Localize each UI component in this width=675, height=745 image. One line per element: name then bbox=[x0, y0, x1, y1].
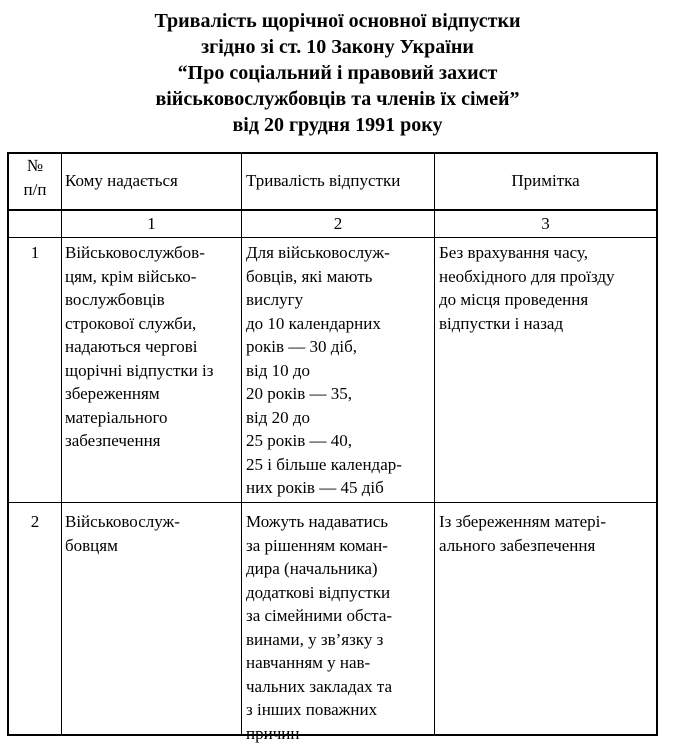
column-divider bbox=[434, 154, 435, 734]
text-line: Військовослужбов- bbox=[65, 241, 213, 265]
row-1-recipient bbox=[65, 241, 213, 453]
header-number bbox=[9, 154, 61, 201]
text-line: Без врахування часу, bbox=[439, 241, 615, 265]
text-line: необхідного для проїзду bbox=[439, 265, 615, 289]
column-number-1: 1 bbox=[62, 212, 241, 236]
text-line: матеріального bbox=[65, 406, 213, 430]
text-line: 20 років — 35, bbox=[246, 382, 402, 406]
text-line: Із збереженням матері- bbox=[439, 510, 606, 534]
text-line: надаються чергові bbox=[65, 335, 213, 359]
text-line: винами, у зв’язку з bbox=[246, 628, 392, 652]
text-line: вислугу bbox=[246, 288, 402, 312]
text-line: цям, крім військо- bbox=[65, 265, 213, 289]
text-line: них років — 45 діб bbox=[246, 476, 402, 500]
text-line: бовців, які мають bbox=[246, 265, 402, 289]
text-line: забезпечення bbox=[65, 429, 213, 453]
text-line: від 20 до bbox=[246, 406, 402, 430]
numbering-divider bbox=[9, 237, 656, 238]
text-line: Військовослуж- bbox=[65, 510, 180, 534]
text-line: ального забезпечення bbox=[439, 534, 606, 558]
text-line: за рішенням коман- bbox=[246, 534, 392, 558]
text-line: 25 років — 40, bbox=[246, 429, 402, 453]
leave-duration-table bbox=[7, 152, 658, 736]
text-line: відпустки і назад bbox=[439, 312, 615, 336]
row-divider bbox=[9, 502, 656, 503]
column-number-2: 2 bbox=[242, 212, 434, 236]
text-line: до місця проведення bbox=[439, 288, 615, 312]
header-duration: Тривалість відпустки bbox=[246, 169, 400, 193]
text-line: строкової служби, bbox=[65, 312, 213, 336]
text-line: навчанням у нав- bbox=[246, 651, 392, 675]
text-line: до 10 календарних bbox=[246, 312, 402, 336]
text-line: Для військовослуж- bbox=[246, 241, 402, 265]
title-line: згідно зі ст. 10 Закону України bbox=[0, 34, 675, 60]
header-note: Примітка bbox=[435, 169, 656, 193]
title-line: “Про соціальний і правовий захист bbox=[0, 60, 675, 86]
text-line: від 10 до bbox=[246, 359, 402, 383]
column-divider bbox=[241, 154, 242, 734]
column-divider bbox=[61, 154, 62, 734]
text-line: за сімейними обста- bbox=[246, 604, 392, 628]
text-line: років — 30 діб, bbox=[246, 335, 402, 359]
row-2-duration bbox=[246, 510, 392, 745]
text-line: додаткові відпустки bbox=[246, 581, 392, 605]
row-1-note bbox=[439, 241, 615, 335]
text-line: вослужбовців bbox=[65, 288, 213, 312]
text-line: чальних закладах та bbox=[246, 675, 392, 699]
column-number-3: 3 bbox=[435, 212, 656, 236]
text-line: з інших поважних bbox=[246, 698, 392, 722]
row-2-note bbox=[439, 510, 606, 557]
row-1-duration bbox=[246, 241, 402, 500]
header-number-abbr: п/п bbox=[9, 178, 61, 202]
row-2-number: 2 bbox=[9, 510, 61, 534]
row-2-recipient bbox=[65, 510, 180, 557]
header-recipient: Кому надається bbox=[65, 169, 178, 193]
document-title bbox=[0, 8, 675, 138]
header-number-symbol: № bbox=[9, 154, 61, 178]
text-line: причин bbox=[246, 722, 392, 745]
text-line: 25 і більше календар- bbox=[246, 453, 402, 477]
text-line: Можуть надаватись bbox=[246, 510, 392, 534]
title-line: військовослужбовців та членів їх сімей” bbox=[0, 86, 675, 112]
title-line: Тривалість щорічної основної відпустки bbox=[0, 8, 675, 34]
title-line: від 20 грудня 1991 року bbox=[0, 112, 675, 138]
text-line: збереженням bbox=[65, 382, 213, 406]
text-line: бовцям bbox=[65, 534, 180, 558]
row-1-number: 1 bbox=[9, 241, 61, 265]
header-divider bbox=[9, 209, 656, 211]
text-line: дира (начальника) bbox=[246, 557, 392, 581]
text-line: щорічні відпустки із bbox=[65, 359, 213, 383]
